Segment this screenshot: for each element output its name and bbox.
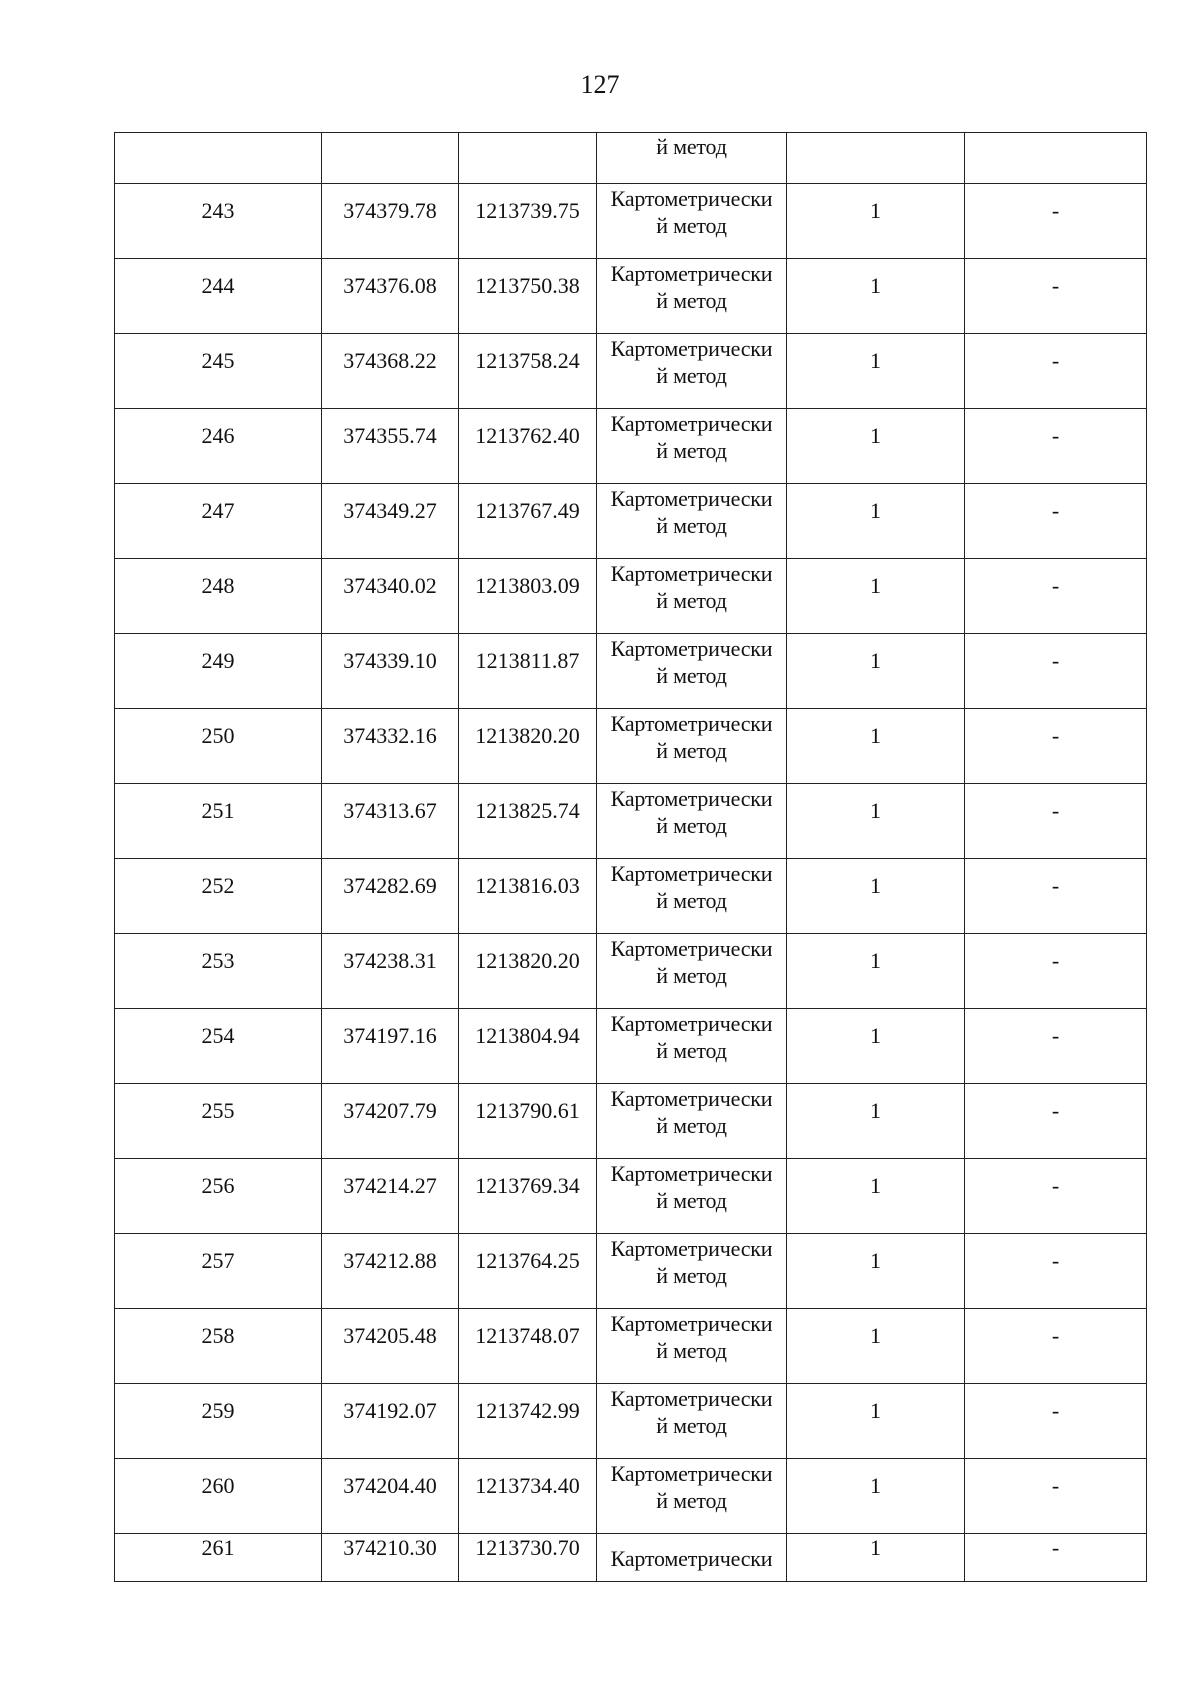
x-coordinate-cell: 374282.69	[322, 859, 459, 934]
table-row	[115, 1459, 1147, 1534]
point-number-cell: 258	[115, 1309, 322, 1384]
table-row	[115, 634, 1147, 709]
method-text: Картометрически	[610, 1546, 773, 1571]
method-text: Картометрически й метод	[610, 1311, 773, 1363]
note-cell: -	[965, 634, 1147, 709]
method-text: Картометрически й метод	[610, 1161, 773, 1213]
point-number-cell: 250	[115, 709, 322, 784]
method-cell	[597, 1084, 787, 1159]
method-text: Картометрически й метод	[610, 636, 773, 688]
method-text: Картометрически й метод	[610, 1236, 773, 1288]
y-coordinate-cell: 1213762.40	[459, 409, 597, 484]
x-coordinate-cell: 374313.67	[322, 784, 459, 859]
table-row	[115, 1159, 1147, 1234]
note-cell: -	[965, 934, 1147, 1009]
accuracy-cell: 1	[787, 859, 965, 934]
x-coordinate-cell: 374197.16	[322, 1009, 459, 1084]
x-coordinate-cell: 374349.27	[322, 484, 459, 559]
x-coordinate-cell: 374214.27	[322, 1159, 459, 1234]
point-number-cell: 261	[115, 1534, 322, 1582]
point-number-cell: 243	[115, 184, 322, 259]
note-cell: -	[965, 184, 1147, 259]
note-cell: -	[965, 484, 1147, 559]
note-cell: -	[965, 1009, 1147, 1084]
method-cell	[597, 1009, 787, 1084]
method-text: Картометрически й метод	[610, 411, 773, 463]
accuracy-cell: 1	[787, 1384, 965, 1459]
x-coordinate-cell: 374355.74	[322, 409, 459, 484]
accuracy-cell: 1	[787, 334, 965, 409]
continuation-cell-method	[597, 133, 787, 184]
accuracy-cell: 1	[787, 1534, 965, 1582]
method-cell	[597, 1234, 787, 1309]
note-cell: -	[965, 559, 1147, 634]
point-number-cell: 246	[115, 409, 322, 484]
note-cell: -	[965, 1159, 1147, 1234]
point-number-cell: 251	[115, 784, 322, 859]
y-coordinate-cell: 1213764.25	[459, 1234, 597, 1309]
accuracy-cell: 1	[787, 784, 965, 859]
method-cell	[597, 1159, 787, 1234]
method-text: Картометрически й метод	[610, 486, 773, 538]
table-row	[115, 184, 1147, 259]
y-coordinate-cell: 1213742.99	[459, 1384, 597, 1459]
y-coordinate-cell: 1213739.75	[459, 184, 597, 259]
note-cell: -	[965, 409, 1147, 484]
accuracy-cell: 1	[787, 184, 965, 259]
y-coordinate-cell: 1213820.20	[459, 934, 597, 1009]
method-cell	[597, 934, 787, 1009]
point-number-cell: 248	[115, 559, 322, 634]
table-row	[115, 559, 1147, 634]
accuracy-cell: 1	[787, 1159, 965, 1234]
coordinates-table-body	[115, 133, 1147, 1582]
table-row	[115, 784, 1147, 859]
x-coordinate-cell: 374207.79	[322, 1084, 459, 1159]
method-cell	[597, 1534, 787, 1582]
y-coordinate-cell: 1213758.24	[459, 334, 597, 409]
accuracy-cell: 1	[787, 259, 965, 334]
continuation-cell-y	[459, 133, 597, 184]
y-coordinate-cell: 1213790.61	[459, 1084, 597, 1159]
point-number-cell: 256	[115, 1159, 322, 1234]
note-cell: -	[965, 1459, 1147, 1534]
method-text: Картометрически й метод	[610, 936, 773, 988]
point-number-cell: 249	[115, 634, 322, 709]
point-number-cell: 257	[115, 1234, 322, 1309]
table-row	[115, 259, 1147, 334]
accuracy-cell: 1	[787, 1459, 965, 1534]
method-text: Картометрически й метод	[610, 261, 773, 313]
method-cell	[597, 259, 787, 334]
y-coordinate-cell: 1213750.38	[459, 259, 597, 334]
table-row	[115, 934, 1147, 1009]
accuracy-cell: 1	[787, 559, 965, 634]
table-row	[115, 1234, 1147, 1309]
continuation-row	[115, 133, 1147, 184]
point-number-cell: 252	[115, 859, 322, 934]
table-row	[115, 1384, 1147, 1459]
method-cell	[597, 1459, 787, 1534]
point-number-cell: 255	[115, 1084, 322, 1159]
method-text: Картометрически й метод	[610, 336, 773, 388]
coordinates-table	[114, 132, 1147, 1582]
x-coordinate-cell: 374340.02	[322, 559, 459, 634]
accuracy-cell: 1	[787, 634, 965, 709]
x-coordinate-cell: 374379.78	[322, 184, 459, 259]
method-text: Картометрически й метод	[610, 786, 773, 838]
table-row	[115, 484, 1147, 559]
y-coordinate-cell: 1213734.40	[459, 1459, 597, 1534]
x-coordinate-cell: 374204.40	[322, 1459, 459, 1534]
table-row	[115, 859, 1147, 934]
x-coordinate-cell: 374238.31	[322, 934, 459, 1009]
method-text: Картометрически й метод	[610, 1386, 773, 1438]
note-cell: -	[965, 334, 1147, 409]
table-row	[115, 409, 1147, 484]
note-cell: -	[965, 859, 1147, 934]
accuracy-cell: 1	[787, 409, 965, 484]
table-row	[115, 1084, 1147, 1159]
y-coordinate-cell: 1213803.09	[459, 559, 597, 634]
accuracy-cell: 1	[787, 1009, 965, 1084]
accuracy-cell: 1	[787, 484, 965, 559]
x-coordinate-cell: 374205.48	[322, 1309, 459, 1384]
accuracy-cell: 1	[787, 1084, 965, 1159]
method-text: Картометрически й метод	[610, 1011, 773, 1063]
method-text: Картометрически й метод	[610, 861, 773, 913]
method-text: Картометрически й метод	[610, 186, 773, 238]
note-cell: -	[965, 1084, 1147, 1159]
method-cell	[597, 634, 787, 709]
table-row	[115, 1009, 1147, 1084]
method-cell	[597, 559, 787, 634]
x-coordinate-cell: 374368.22	[322, 334, 459, 409]
note-cell: -	[965, 259, 1147, 334]
point-number-cell: 245	[115, 334, 322, 409]
method-cell	[597, 484, 787, 559]
note-cell: -	[965, 1309, 1147, 1384]
y-coordinate-cell: 1213825.74	[459, 784, 597, 859]
note-cell: -	[965, 1234, 1147, 1309]
x-coordinate-cell: 374332.16	[322, 709, 459, 784]
point-number-cell: 253	[115, 934, 322, 1009]
continuation-cell-point	[115, 133, 322, 184]
y-coordinate-cell: 1213767.49	[459, 484, 597, 559]
point-number-cell: 244	[115, 259, 322, 334]
table-row-last	[115, 1534, 1147, 1582]
y-coordinate-cell: 1213820.20	[459, 709, 597, 784]
accuracy-cell: 1	[787, 1309, 965, 1384]
method-cell	[597, 1384, 787, 1459]
accuracy-cell: 1	[787, 1234, 965, 1309]
accuracy-cell: 1	[787, 934, 965, 1009]
method-cell	[597, 334, 787, 409]
y-coordinate-cell: 1213748.07	[459, 1309, 597, 1384]
x-coordinate-cell: 374339.10	[322, 634, 459, 709]
continuation-cell-note	[965, 133, 1147, 184]
continuation-cell-x	[322, 133, 459, 184]
x-coordinate-cell: 374210.30	[322, 1534, 459, 1582]
table-row	[115, 1309, 1147, 1384]
continuation-cell-accuracy	[787, 133, 965, 184]
method-cell	[597, 784, 787, 859]
table-row	[115, 709, 1147, 784]
method-cell	[597, 409, 787, 484]
y-coordinate-cell: 1213816.03	[459, 859, 597, 934]
method-text: Картометрически й метод	[610, 561, 773, 613]
y-coordinate-cell: 1213804.94	[459, 1009, 597, 1084]
y-coordinate-cell: 1213730.70	[459, 1534, 597, 1582]
method-text: й метод	[656, 134, 727, 159]
page-number: 127	[580, 70, 620, 99]
point-number-cell: 259	[115, 1384, 322, 1459]
table-row	[115, 334, 1147, 409]
method-text: Картометрически й метод	[610, 1086, 773, 1138]
y-coordinate-cell: 1213811.87	[459, 634, 597, 709]
x-coordinate-cell: 374212.88	[322, 1234, 459, 1309]
note-cell: -	[965, 1384, 1147, 1459]
x-coordinate-cell: 374192.07	[322, 1384, 459, 1459]
method-cell	[597, 1309, 787, 1384]
point-number-cell: 254	[115, 1009, 322, 1084]
note-cell: -	[965, 784, 1147, 859]
method-text: Картометрически й метод	[610, 1461, 773, 1513]
note-cell: -	[965, 1534, 1147, 1582]
method-cell	[597, 859, 787, 934]
note-cell: -	[965, 709, 1147, 784]
x-coordinate-cell: 374376.08	[322, 259, 459, 334]
point-number-cell: 247	[115, 484, 322, 559]
accuracy-cell: 1	[787, 709, 965, 784]
y-coordinate-cell: 1213769.34	[459, 1159, 597, 1234]
point-number-cell: 260	[115, 1459, 322, 1534]
method-text: Картометрически й метод	[610, 711, 773, 763]
method-cell	[597, 709, 787, 784]
method-cell	[597, 184, 787, 259]
